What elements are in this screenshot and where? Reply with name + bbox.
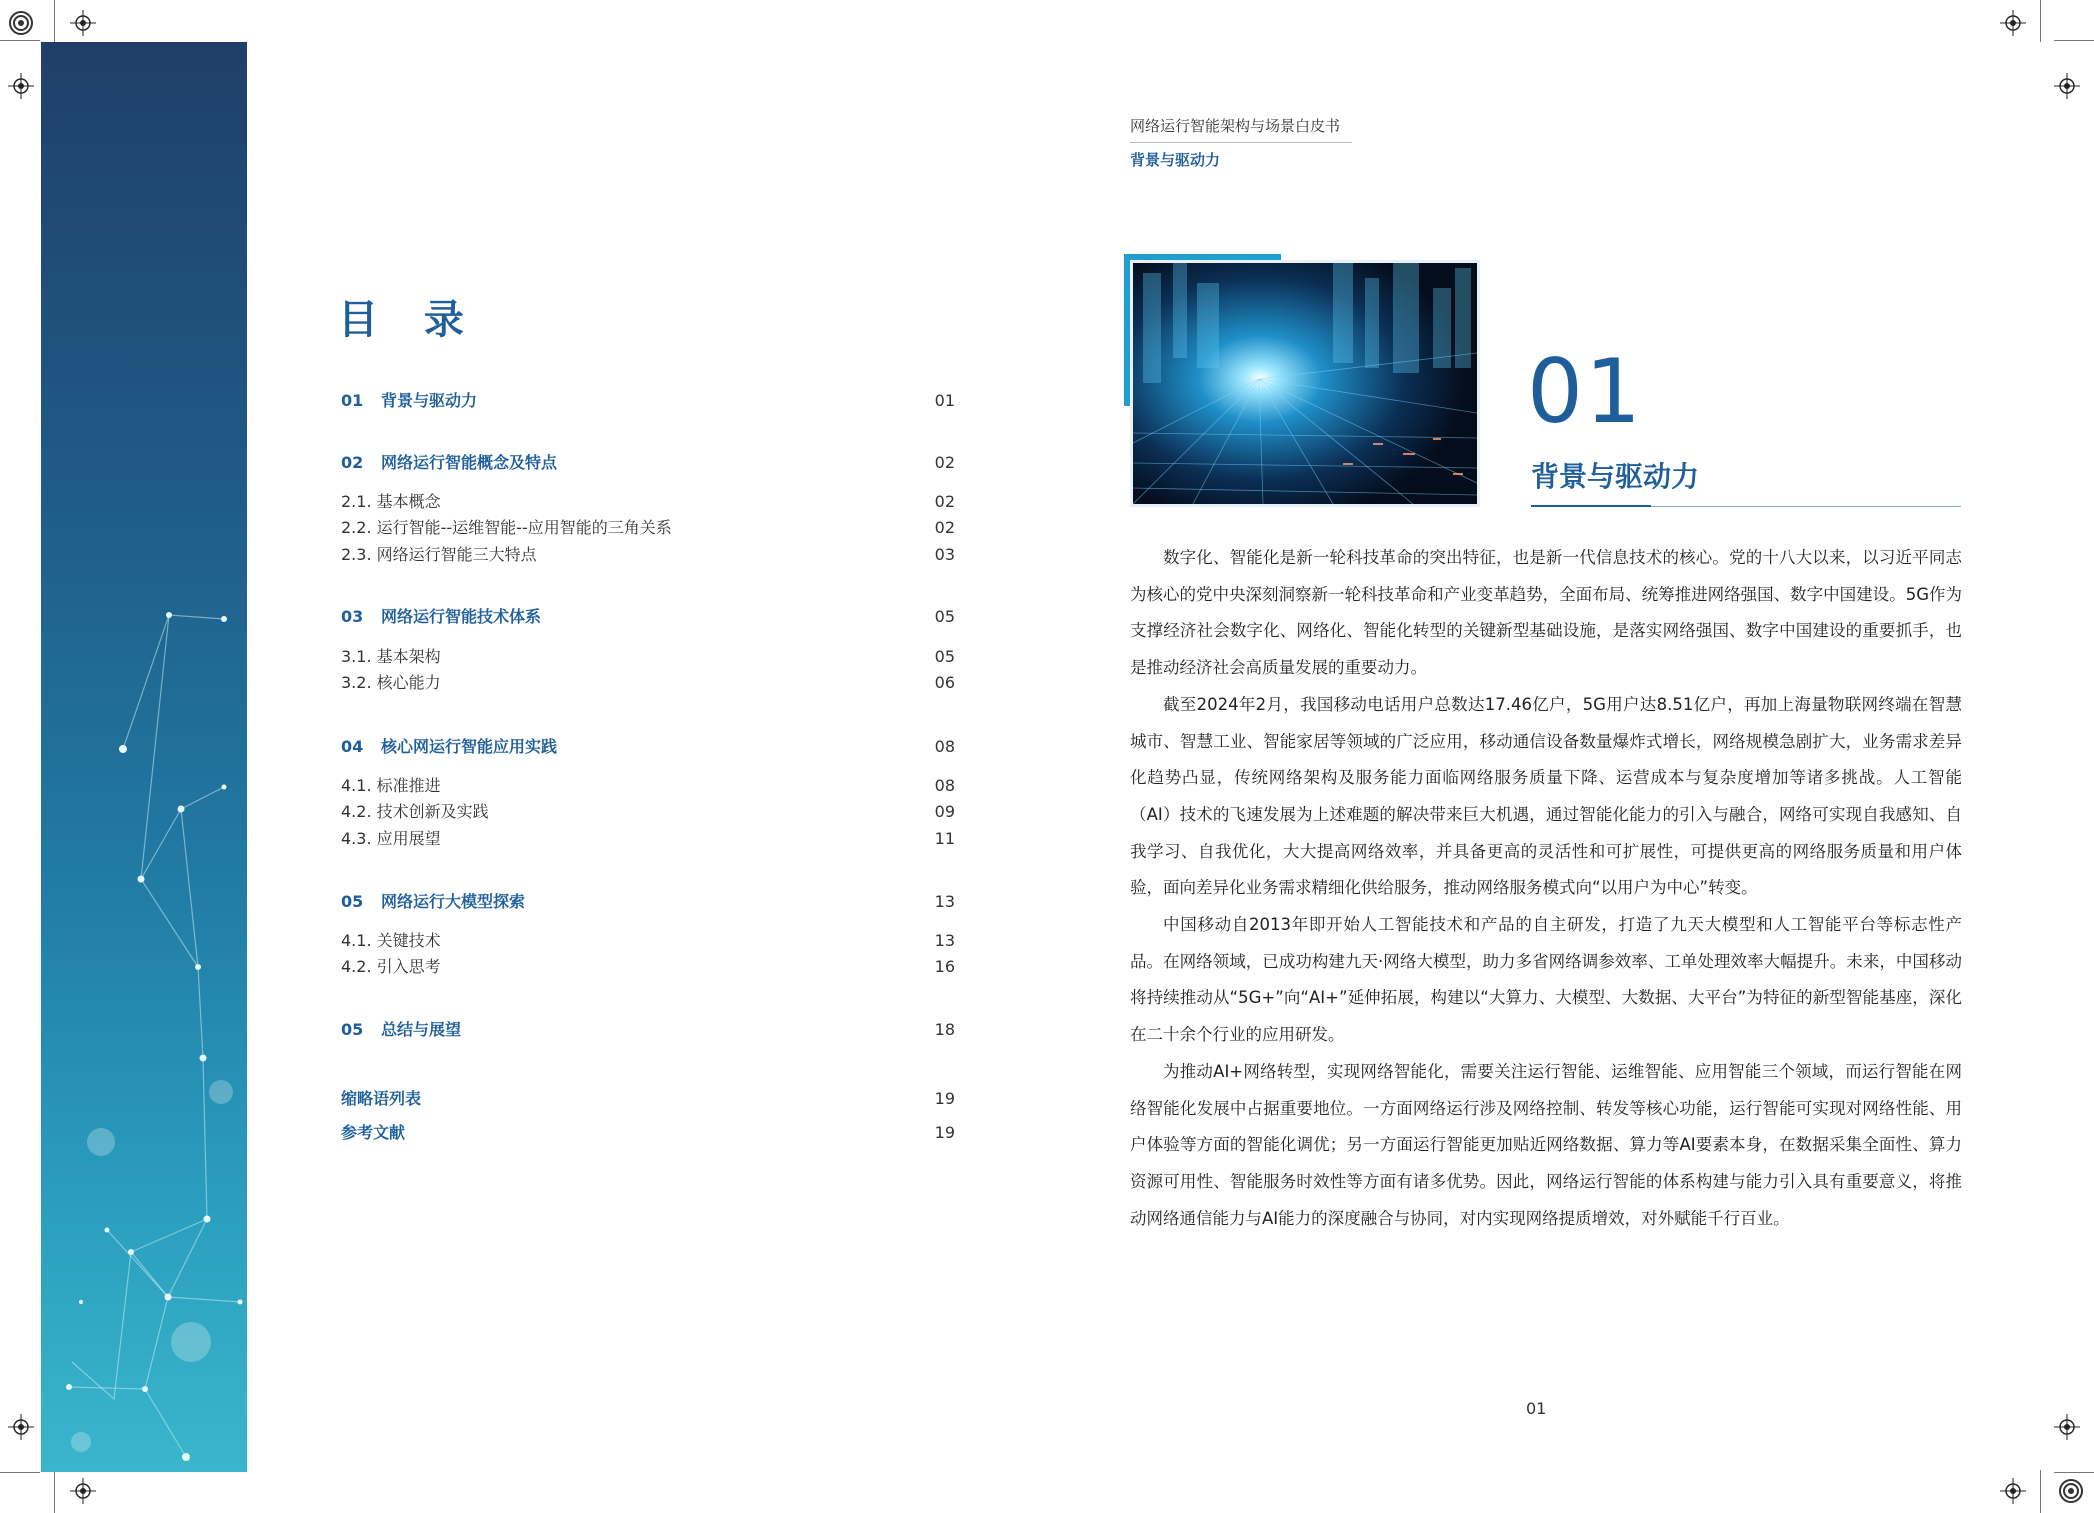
toc-item[interactable]	[341, 670, 955, 696]
registration-mark-icon	[2054, 73, 2080, 99]
toc-item-page: 08	[934, 776, 955, 795]
toc-item-page: 05	[934, 607, 955, 626]
toc-item[interactable]	[341, 1120, 955, 1146]
chapter-divider	[1650, 506, 1961, 507]
toc-item-page: 19	[934, 1089, 955, 1108]
toc-item-page: 02	[934, 492, 955, 511]
toc-item[interactable]	[341, 889, 955, 915]
crop-mark	[2054, 40, 2094, 41]
registration-mark-icon	[8, 73, 34, 99]
toc-item[interactable]	[341, 734, 955, 760]
toc-item-page: 05	[934, 647, 955, 666]
paragraph: 数字化、智能化是新一轮科技革命的突出特征，也是新一代信息技术的核心。党的十八大以来，以习近平同志为核心的党中央深刻洞察新一轮科技革命和产业变革趋势，全面布局、统筹推进网络强国、数字中国建设。5G作为支撑经济社会数字化、网络化、智能化转型的关键新型基础设施，是落实网络强国、数字中国建设的重要抓手，也是推动经济社会高质量发展的重要动力。	[1130, 548, 1962, 678]
toc-item-label: 4.1. 标准推进	[341, 776, 441, 795]
toc-item-label: 3.2. 核心能力	[341, 673, 441, 692]
crop-mark	[0, 40, 40, 41]
color-target-icon	[8, 10, 34, 36]
toc-item-label: 2.1. 基本概念	[341, 492, 441, 511]
crop-mark	[54, 0, 55, 42]
registration-mark-icon	[2000, 1478, 2026, 1504]
toc-item[interactable]	[341, 644, 955, 670]
registration-mark-icon	[8, 1414, 34, 1440]
toc-item-label: 4.3. 应用展望	[341, 829, 441, 848]
toc-item[interactable]	[341, 542, 955, 568]
toc-item[interactable]	[341, 388, 955, 414]
toc-item-label: 4.1. 关键技术	[341, 931, 441, 950]
toc-item-label: 核心网运行智能应用实践	[381, 737, 558, 756]
toc-item-page: 03	[934, 545, 955, 564]
toc-item-page: 02	[934, 453, 955, 472]
toc-title: 目 录	[338, 297, 480, 343]
toc-item[interactable]	[341, 604, 955, 630]
toc-item-label: 网络运行智能概念及特点	[381, 453, 558, 472]
registration-mark-icon	[2000, 10, 2026, 36]
color-target-icon	[2058, 1478, 2084, 1504]
toc-item-page: 18	[934, 1020, 955, 1039]
registration-mark-icon	[2054, 1414, 2080, 1440]
toc-item-label: 缩略语列表	[341, 1089, 422, 1108]
running-section: 背景与驱动力	[1130, 151, 1221, 169]
toc-item-page: 13	[934, 892, 955, 911]
toc-item-label: 4.2. 引入思考	[341, 957, 441, 976]
toc-item[interactable]	[341, 489, 955, 515]
crop-mark	[2054, 1472, 2094, 1473]
toc-item-page: 08	[934, 737, 955, 756]
chapter-number: 01	[1527, 340, 1643, 443]
toc-item[interactable]	[341, 1017, 955, 1043]
toc-item[interactable]	[341, 515, 955, 541]
page-number: 01	[1526, 1399, 1547, 1418]
toc-item-label: 2.3. 网络运行智能三大特点	[341, 545, 537, 564]
toc-item-page: 13	[934, 931, 955, 950]
toc-item[interactable]	[341, 826, 955, 852]
toc-item-page: 01	[934, 391, 955, 410]
toc-item-page: 02	[934, 518, 955, 537]
chapter-divider	[1531, 505, 1651, 507]
hero-image	[1130, 260, 1480, 507]
toc-item-label: 2.2. 运行智能--运维智能--应用智能的三角关系	[341, 518, 672, 537]
header-divider	[1130, 142, 1352, 143]
toc-item-number: 03	[341, 607, 364, 626]
toc-item-number: 02	[341, 453, 364, 472]
toc-item-page: 11	[934, 829, 955, 848]
body-text	[1130, 540, 1962, 1237]
toc-item-number: 04	[341, 737, 364, 756]
crop-mark	[54, 1470, 55, 1513]
toc-item-page: 19	[934, 1123, 955, 1142]
toc-item-page: 09	[934, 802, 955, 821]
toc-item[interactable]	[341, 928, 955, 954]
crop-mark	[2040, 0, 2041, 42]
registration-mark-icon	[70, 10, 96, 36]
toc-item-page: 06	[934, 673, 955, 692]
toc-item-label: 总结与展望	[381, 1020, 462, 1039]
decorative-network-bar	[41, 42, 247, 1472]
crop-mark	[2040, 1470, 2041, 1513]
crop-mark	[0, 1472, 40, 1473]
paragraph: 为推动AI+网络转型，实现网络智能化，需要关注运行智能、运维智能、应用智能三个领域，而运行智能在网络智能化发展中占据重要地位。一方面网络运行涉及网络控制、转发等核心功能，运行智能可实现对网络性能、用户体验等方面的智能化调优；另一方面运行智能更加贴近网络数据、算力等AI要素本身，在数据采集全面性、算力资源可用性、智能服务时效性等方面有诸多优势。因此，网络运行智能的体系构建与能力引入具有重要意义，将推动网络通信能力与AI能力的深度融合与协同，对内实现网络提质增效，对外赋能千行百业。	[1130, 1061, 1962, 1228]
toc-item-number: 01	[341, 391, 364, 410]
toc-item[interactable]	[341, 1086, 955, 1112]
running-title: 网络运行智能架构与场景白皮书	[1130, 117, 1341, 135]
toc-item-number: 05	[341, 1020, 364, 1039]
toc-item-label: 参考文献	[341, 1123, 406, 1142]
toc-item[interactable]	[341, 954, 955, 980]
chapter-title: 背景与驱动力	[1531, 460, 1700, 493]
toc-item-number: 05	[341, 892, 364, 911]
toc-item-label: 网络运行大模型探索	[381, 892, 526, 911]
toc-item[interactable]	[341, 450, 955, 476]
toc-item-label: 背景与驱动力	[381, 391, 478, 410]
paragraph: 中国移动自2013年即开始人工智能技术和产品的自主研发，打造了九天大模型和人工智能平台等标志性产品。在网络领域，已成功构建九天·网络大模型，助力多省网络调参效率、工单处理效率大幅提升。未来，中国移动将持续推动从“5G+”向“AI+”延伸拓展，构建以“大算力、大模型、大数据、大平台”为特征的新型智能基座，深化在二十余个行业的应用研发。	[1130, 915, 1962, 1045]
toc-item[interactable]	[341, 773, 955, 799]
toc-item-page: 16	[934, 957, 955, 976]
toc-item[interactable]	[341, 799, 955, 825]
toc-item-label: 3.1. 基本架构	[341, 647, 441, 666]
paragraph: 截至2024年2月，我国移动电话用户总数达17.46亿户，5G用户达8.51亿户，再加上海量物联网终端在智慧城市、智慧工业、智能家居等领域的广泛应用，移动通信设备数量爆炸式增长，网络规模急剧扩大，业务需求差异化趋势凸显，传统网络架构及服务能力面临网络服务质量下降、运营成本与复杂度增加等诸多挑战。人工智能（AI）技术的飞速发展为上述难题的解决带来巨大机遇，通过智能化能力的引入与融合，网络可实现自我感知、自我学习、自我优化，大大提高网络效率，并具备更高的灵活性和可扩展性，可提供更高的网络服务质量和用户体验，面向差异化业务需求精细化供给服务，推动网络服务模式向“以用户为中心”转变。	[1130, 694, 1962, 898]
toc-item-label: 网络运行智能技术体系	[381, 607, 542, 626]
registration-mark-icon	[70, 1478, 96, 1504]
toc-item-label: 4.2. 技术创新及实践	[341, 802, 489, 821]
